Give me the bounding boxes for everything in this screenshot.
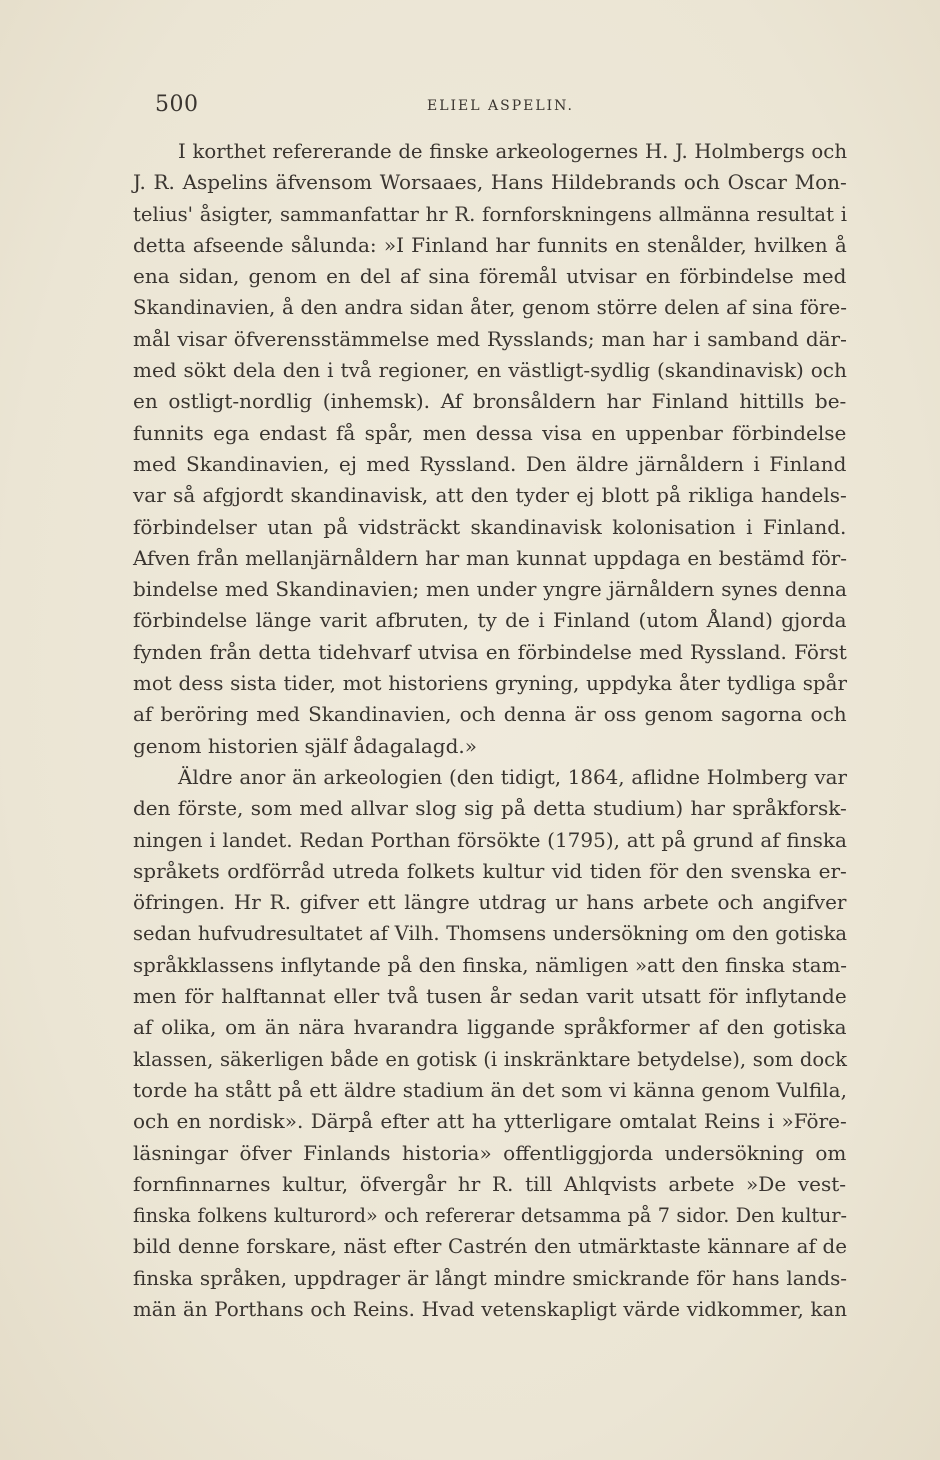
text-line: förbindelse länge varit afbruten, ty de i Finland (utom Åland) gjorda (133, 608, 847, 633)
text-line: en ostligt-nordlig (inhemsk). Af bronsåldern har Finland hittills be- (133, 389, 847, 414)
text-line: bindelse med Skandinavien; men under yngre järnåldern synes denna (133, 577, 847, 602)
text-line: den förste, som med allvar slog sig på detta studium) har språkforsk- (133, 796, 847, 821)
text-line: torde ha stått på ett äldre stadium än det som vi känna genom Vulfila, (133, 1077, 847, 1102)
text-line: Äldre anor än arkeologien (den tidigt, 1864, aflidne Holmberg var (178, 765, 847, 789)
text-line: ningen i landet. Redan Porthan försökte (1795), att på grund af finska (133, 827, 847, 852)
text-line: Skandinavien, å den andra sidan åter, genom större delen af sina före- (133, 296, 847, 320)
text-line: mål visar öfverensstämmelse med Rysslands; man har i samband där- (133, 326, 847, 351)
text-line: I korthet refererande de finske arkeologernes H. J. Holmbergs och (178, 140, 847, 163)
text-line: förbindelser utan på vidsträckt skandinavisk kolonisation i Finland. (133, 514, 847, 539)
text-line: fynden från detta tidehvarf utvisa en förbindelse med Ryssland. Först (133, 639, 847, 664)
text-line: af olika, om än nära hvarandra liggande språkformer af den gotiska (133, 1015, 847, 1040)
text-line: språkklassens inflytande på den finska, nämligen »att den finska stam- (133, 953, 847, 977)
text-line: funnits ega endast få spår, men dessa visa en uppenbar förbindelse (133, 420, 847, 445)
page-number: 500 (155, 92, 199, 117)
text-line: bild denne forskare, näst efter Castrén den utmärktaste kännare af de (133, 1235, 847, 1259)
body-text (133, 136, 847, 1325)
text-line: mot dess sista tider, mot historiens gryning, uppdyka åter tydliga spår (133, 672, 847, 696)
text-line: sedan hufvudresultatet af Vilh. Thomsens undersökning om den gotiska (133, 922, 847, 946)
text-line: män än Porthans och Reins. Hvad vetenskapligt värde vidkommer, kan (133, 1297, 847, 1321)
text-line: telius' åsigter, sammanfattar hr R. fornforskningens allmänna resultat i (133, 202, 847, 226)
text-line: öfringen. Hr R. gifver ett längre utdrag ur hans arbete och angifver (133, 890, 847, 915)
text-line: fornfinnarnes kultur, öfvergår hr R. till Ahlqvists arbete »De vest- (133, 1171, 847, 1196)
text-line: detta afseende sålunda: »I Finland har funnits en stenålder, hvilken å (133, 232, 847, 257)
text-line: finska språken, uppdrager är långt mindre smickrande för hans lands- (133, 1266, 847, 1290)
text-line: genom historien själf ådagalagd.» (133, 733, 477, 758)
text-line: af beröring med Skandinavien, och denna är oss genom sagorna och (133, 702, 847, 727)
text-line: med sökt dela den i två regioner, en västligt-sydlig (skandinavisk) och (133, 358, 847, 383)
page-header (155, 92, 855, 122)
text-line: men för halftannat eller två tusen år sedan varit utsatt för inflytande (133, 984, 847, 1009)
text-line: med Skandinavien, ej med Ryssland. Den äldre järnåldern i Finland (133, 451, 847, 476)
running-title: ELIEL ASPELIN. (427, 98, 574, 114)
text-line: och en nordisk». Därpå efter att ha ytterligare omtalat Reins i »Före- (133, 1109, 847, 1134)
text-line: ena sidan, genom en del af sina föremål utvisar en förbindelse med (133, 264, 847, 289)
text-line: språkets ordförråd utreda folkets kultur vid tiden för den svenska er- (133, 858, 847, 883)
text-line: Afven från mellanjärnåldern har man kunnat uppdaga en bestämd för- (133, 546, 847, 570)
text-line: J. R. Aspelins äfvensom Worsaaes, Hans Hildebrands och Oscar Mon- (133, 170, 847, 195)
text-line: läsningar öfver Finlands historia» offentliggjorda undersökning om (133, 1140, 847, 1165)
text-line: klassen, säkerligen både en gotisk (i inskränktare betydelse), som dock (133, 1047, 847, 1071)
text-line: finska folkens kulturord» och refererar detsamma på 7 sidor. Den kultur- (133, 1204, 847, 1228)
text-line: var så afgjordt skandinavisk, att den tyder ej blott på rikliga handels- (133, 483, 847, 508)
